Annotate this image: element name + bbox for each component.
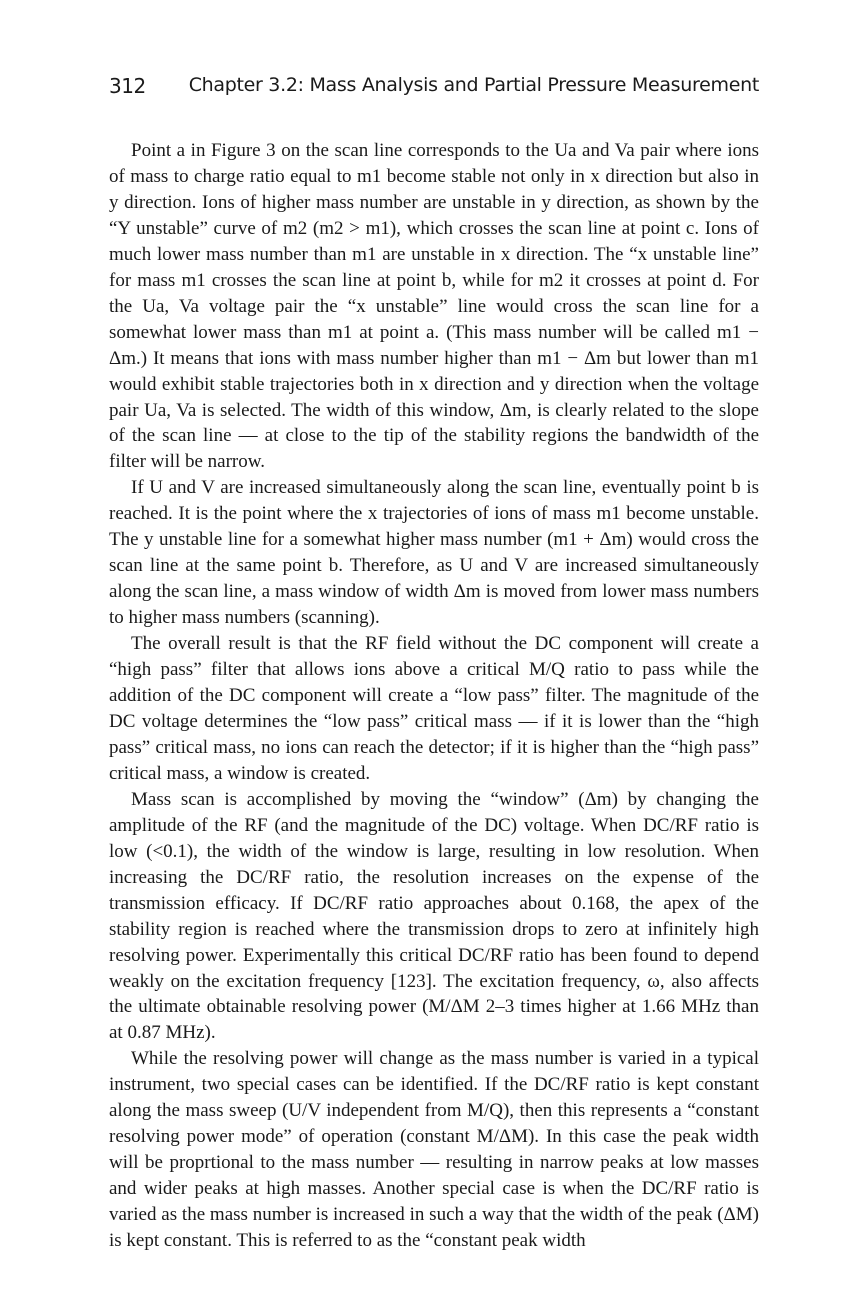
chapter-title: Chapter 3.2: Mass Analysis and Partial Pressure Measurement [188, 74, 759, 96]
paragraph: If U and V are increased simultaneously along the scan line, eventually point b is reached. It is the point where the x trajectories of ions of mass m1 become unstable. The y unstable line for a somewhat higher mass number (m1 + Δm) would cross the scan line at the same point b. Therefore, as U and V are increased simultaneously along the scan line, a mass window of width Δm is moved from lower mass numbers to higher mass numbers (scanning). [109, 477, 759, 629]
paragraph: Point a in Figure 3 on the scan line corresponds to the Ua and Va pair where ions of mass to charge ratio equal to m1 become stable not only in x direction but also in y direction. Ions of higher mass number are unstable in y direction, as shown by the “Y unstable” curve of m2 (m2 > m1), which crosses the scan line at point c. Ions of much lower mass number than m1 are unstable in x direction. The “x unstable line” for mass m1 crosses the scan line at point b, while for m2 it crosses at point d. For the Ua, Va voltage pair the “x unstable” line would cross the scan line for a somewhat lower mass than m1 at point a. (This mass number will be called m1 − Δm.) It means that ions with mass number higher than m1 − Δm but lower than m1 would exhibit stable trajectories both in x direction and y direction when the voltage pair Ua, Va is selected. The width of this window, Δm, is clearly related to the slope of the scan line — at close to the tip of the stability regions the bandwidth of the filter will be narrow. [109, 140, 759, 473]
paragraph: The overall result is that the RF field without the DC component will create a “high pass” filter that allows ions above a critical M/Q ratio to pass while the addition of the DC component will create a “low pass” filter. The magnitude of the DC voltage determines the “low pass” critical mass — if it is lower than the “high pass” critical mass, no ions can reach the detector; if it is higher than the “high pass” critical mass, a window is created. [109, 633, 759, 784]
paragraph: Mass scan is accomplished by moving the “window” (Δm) by changing the amplitude of the RF (and the magnitude of the DC) voltage. When DC/RF ratio is low (<0.1), the width of the window is large, resulting in low resolution. When increasing the DC/RF ratio, the resolution increases on the expense of the transmission efficacy. If DC/RF ratio approaches about 0.168, the apex of the stability region is reached where the transmission drops to zero at infinitely high resolving power. Experimentally this critical DC/RF ratio has been found to depend weakly on the excitation frequency [123]. The excitation frequency, ω, also affects the ultimate obtainable resolving power (M/ΔM 2–3 times higher at 1.66 MHz than at 0.87 MHz). [109, 788, 759, 1044]
body-text [109, 138, 759, 1254]
paragraph: While the resolving power will change as the mass number is varied in a typical instrument, two special cases can be identified. If the DC/RF ratio is kept constant along the mass sweep (U/V independent from M/Q), then this represents a “constant resolving power mode” of operation (constant M/ΔM). In this case the peak width will be proprtional to the mass number — resulting in narrow peaks at low masses and wider peaks at high masses. Another special case is when the DC/RF ratio is varied as the mass number is increased in such a way that the width of the peak (ΔM) is kept constant. This is referred to as the “constant peak width [109, 1048, 759, 1252]
page-number: 312 [109, 74, 146, 98]
page-header [109, 74, 759, 106]
